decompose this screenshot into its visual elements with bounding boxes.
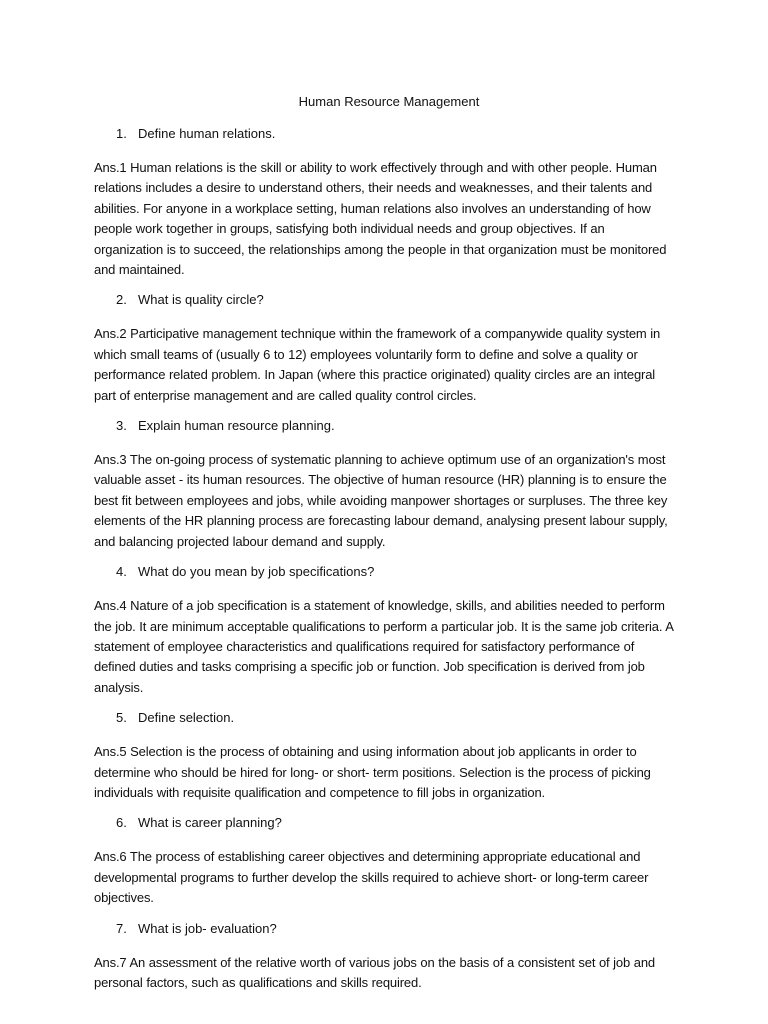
- question-number: 5.: [116, 710, 127, 726]
- answer-1: [94, 158, 676, 280]
- question-text: What is career planning?: [138, 815, 282, 831]
- qa-item-6: [94, 815, 676, 908]
- answer-text: Participative management technique within the framework of a companywide quality system in which small teams of (usually 6 to 12) employees voluntarily form to define and solve a quality or performance related problem. In Japan (where this practice originated) quality circles are an integral part of enterprise management and are called quality control circles.: [94, 326, 661, 403]
- answer-prefix: Ans.5: [94, 744, 131, 760]
- qa-item-1: [94, 126, 676, 280]
- question-text: What do you mean by job specifications?: [138, 564, 375, 580]
- answer-7: [94, 953, 676, 994]
- answer-text: The on-going process of systematic planning to achieve optimum use of an organization's most valuable asset - its human resources. The objective of human resource (HR) planning is to ensure the best fit between employees and jobs, while avoiding manpower shortages or surpluses. The three key elements of the HR planning process are forecasting labour demand, analysing present labour supply, and balancing projected labour demand and supply.: [94, 452, 668, 549]
- question-number: 6.: [116, 815, 127, 831]
- answer-text: Nature of a job specification is a statement of knowledge, skills, and abilities needed to perform the job. It are minimum acceptable qualifications to perform a particular job. It is the same job criteria. A statement of employee characteristics and qualifications required for satisfactory performance of defined duties and tasks comprising a specific job or function. Job specification is derived from job analysis.: [94, 598, 674, 695]
- question-4: [94, 564, 676, 580]
- answer-term: Human relations: [130, 160, 223, 175]
- question-5: [94, 710, 676, 726]
- answer-prefix: Ans.6: [94, 849, 130, 865]
- answer-5: [94, 742, 676, 803]
- answer-text: is the skill or ability to work effectively through and with other people. Human relations includes a desire to understand others, their needs and weaknesses, and their talents and abilities. For anyone in a workplace setting, human relations also involves an understanding of how people work together in groups, satisfying both individual needs and group objectives. If an organization is to succeed, the relationships among the people in that organization must be monitored and maintained.: [94, 160, 667, 278]
- answer-text: An assessment of the relative worth of various jobs on the basis of a consistent set of job and personal factors, such as qualifications and skills required.: [94, 954, 655, 990]
- answer-prefix: Ans.4: [94, 598, 131, 614]
- answer-prefix: Ans.1: [94, 160, 131, 175]
- answer-2: [94, 324, 676, 406]
- answer-text: The process of establishing career objectives and determining appropriate educational and developmental programs to further develop the skills required to achieve short- or long-term career objectives.: [94, 849, 649, 906]
- question-6: [94, 815, 676, 831]
- answer-3: [94, 450, 676, 552]
- qa-item-4: [94, 564, 676, 698]
- answer-4: [94, 596, 676, 698]
- qa-item-2: [94, 292, 676, 406]
- question-text: What is quality circle?: [138, 292, 264, 308]
- question-number: 4.: [116, 564, 127, 580]
- question-number: 1.: [116, 126, 127, 141]
- qa-item-3: [94, 418, 676, 552]
- qa-item-5: [94, 710, 676, 803]
- question-7: [94, 921, 676, 937]
- question-text: What is job- evaluation?: [138, 920, 277, 936]
- qa-item-7: [94, 921, 676, 994]
- question-number: 3.: [116, 418, 127, 434]
- question-text: Define selection.: [138, 710, 235, 726]
- question-text: Define human relations.: [138, 126, 276, 141]
- question-number: 7.: [116, 920, 127, 936]
- answer-text: Selection is the process of obtaining and using information about job applicants in order to determine who should be hired for long- or short- term positions. Selection is the process of picking individuals with requisite qualification and competence to fill jobs in organization.: [94, 744, 651, 800]
- answer-6: [94, 847, 676, 908]
- question-text: Explain human resource planning.: [138, 418, 335, 434]
- answer-prefix: Ans.7: [94, 954, 130, 970]
- question-number: 2.: [116, 292, 127, 308]
- answer-prefix: Ans.2: [94, 326, 131, 342]
- answer-prefix: Ans.3: [94, 452, 130, 468]
- document-title: Human Resource Management: [298, 94, 480, 109]
- question-1: [94, 126, 676, 142]
- question-2: [94, 292, 676, 308]
- question-3: [94, 418, 676, 434]
